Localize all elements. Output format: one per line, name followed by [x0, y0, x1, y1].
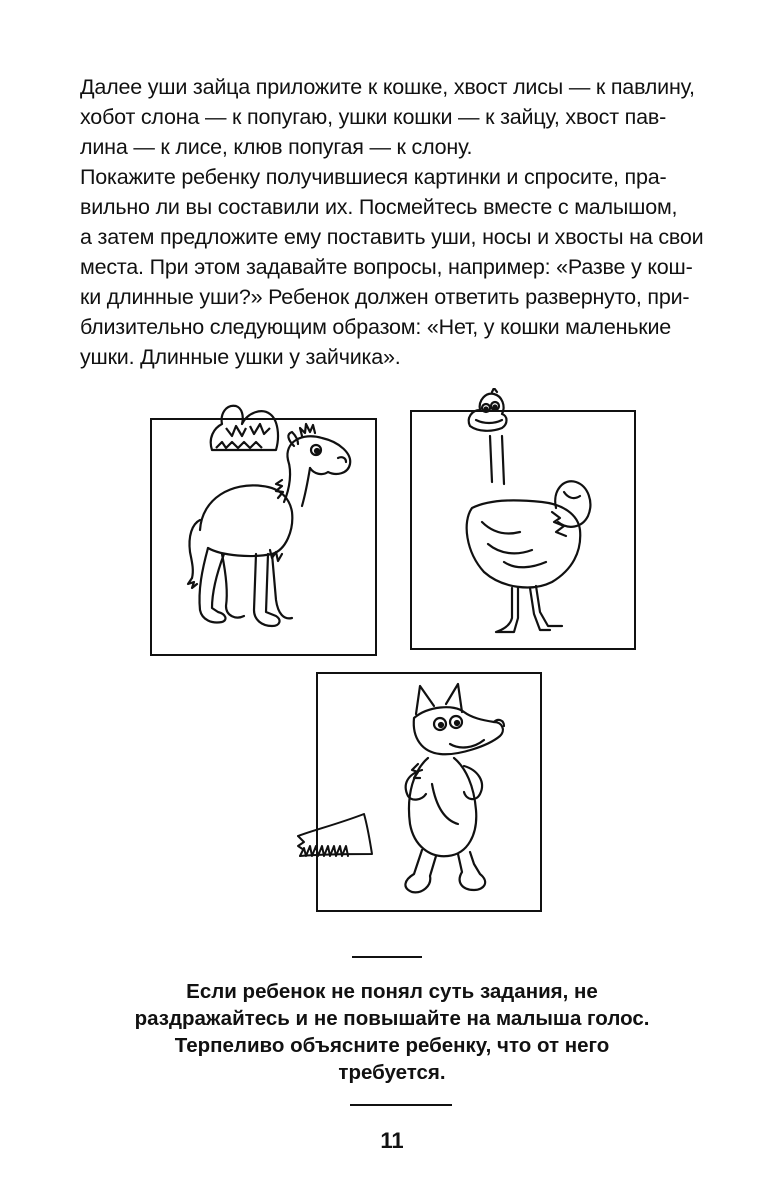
page-number: 11 [380, 1128, 404, 1153]
paragraph-line: Далее уши зайца приложите к кошке, хвост лисы — к павлину, [80, 75, 695, 99]
note-line: раздражайтесь и не повышайте на малыша голос. [134, 1007, 650, 1030]
divider-top [352, 956, 422, 958]
paragraph-line: лина — к лисе, клюв попугая — к слону. [80, 135, 473, 159]
peacock-tail-cutout [294, 810, 378, 866]
fox-picture-frame [316, 672, 542, 912]
fox-drawing [318, 674, 540, 910]
paragraph-line: ушки. Длинные ушки у зайчика». [80, 345, 401, 369]
paragraph-line: ки длинные уши?» Ребенок должен ответить развернуто, при- [80, 285, 690, 309]
note-line: Терпеливо объясните ребенку, что от него [174, 1034, 610, 1057]
hare-ears-cutout [206, 398, 286, 458]
parrot-head-cutout [462, 388, 512, 434]
advice-note [110, 978, 674, 1086]
ostrich-drawing [412, 412, 634, 648]
divider-bottom [350, 1104, 452, 1106]
paragraph-line: а затем предложите ему поставить уши, носы и хвосты на свои [80, 225, 704, 249]
ostrich-picture-frame [410, 410, 636, 650]
body-paragraph [80, 72, 720, 372]
paragraph-line: вильно ли вы составили их. Посмейтесь вместе с малышом, [80, 195, 678, 219]
note-line: требуется. [338, 1061, 446, 1084]
paragraph-line: хобот слона — к попугаю, ушки кошки — к зайцу, хвост пав- [80, 105, 667, 129]
note-line: Если ребенок не понял суть задания, не [186, 980, 598, 1003]
paragraph-line: места. При этом задавайте вопросы, например: «Разве у кош- [80, 255, 693, 279]
paragraph-line: близительно следующим образом: «Нет, у кошки маленькие [80, 315, 672, 339]
paragraph-line: Покажите ребенку получившиеся картинки и спросите, пра- [80, 165, 667, 189]
